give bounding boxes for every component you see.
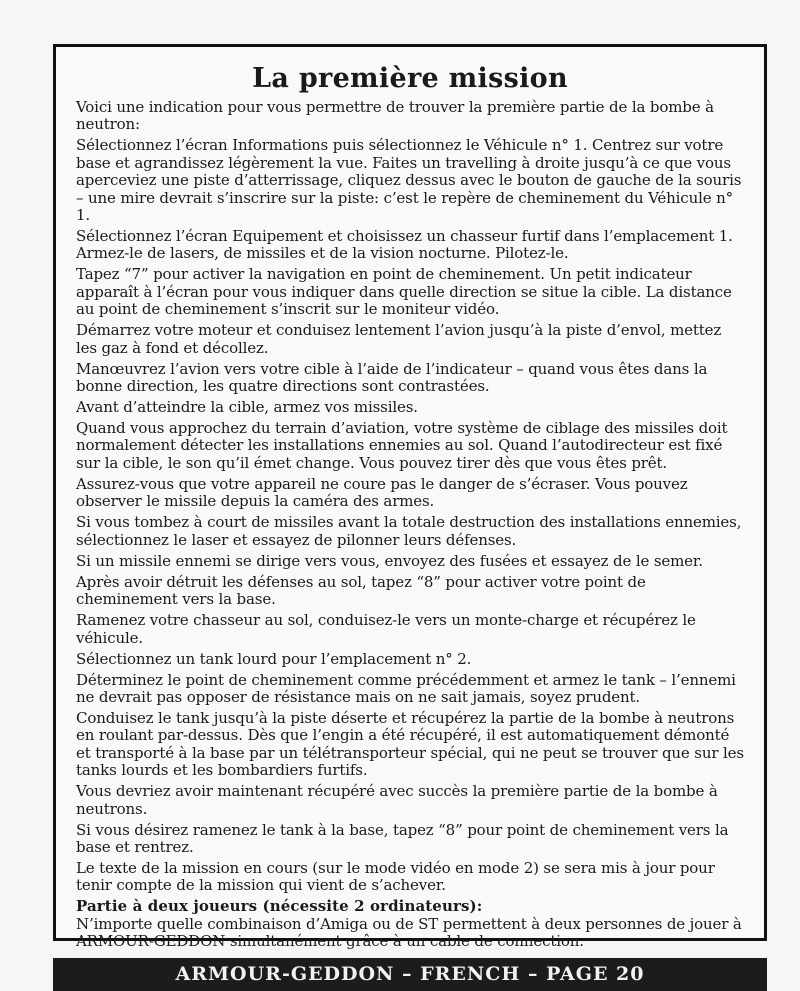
paragraph-step-7: Quand vous approchez du terrain d’aviation, votre système de ciblage des missiles doit normalement détecter les installations ennemies au sol. Quand l’autodirecteur est fixé sur la cible, le son qu’il émet change. Vous pouvez tirer dès que vous êtes prêt.: [76, 419, 728, 472]
paragraph-step-6: Avant d’atteindre la cible, armez vos missiles.: [76, 398, 418, 417]
paragraph-step-5: Manœuvrez l’avion vers votre cible à l’aide de l’indicateur – quand vous êtes dans la bonne direction, les quatre directions sont contrastées.: [76, 359, 708, 396]
paragraph-step-10: Si un missile ennemi se dirige vers vous, envoyez des fusées et essayez de le semer.: [76, 551, 703, 570]
paragraph-step-12: Ramenez votre chasseur au sol, conduisez-le vers un monte-charge et récupérez le véhicule.: [76, 611, 696, 647]
paragraph-step-9: Si vous tombez à court de missiles avant la totale destruction des installations ennemies, sélectionnez le laser et essayez de pilonner leurs défenses.: [76, 513, 742, 549]
paragraph-step-18: Le texte de la mission en cours (sur le mode vidéo en mode 2) se sera mis à jour pour tenir compte de la mission qui vient de s’achever.: [76, 858, 715, 895]
paragraph-intro: Voici une indication pour vous permettre de trouver la première partie de la bombe à neutron:: [76, 98, 714, 134]
page-footer: ARMOUR-GEDDON – FRENCH – PAGE 20: [53, 958, 767, 991]
paragraph-step-11: Après avoir détruit les défenses au sol, tapez “8” pour activer votre point de cheminement vers la base.: [76, 572, 646, 609]
paragraph-step-13: Sélectionnez un tank lourd pour l’emplacement n° 2.: [76, 649, 472, 668]
paragraph-step-17: Si vous désirez ramenez le tank à la base, tapez “8” pour point de cheminement vers la base et rentrez.: [76, 820, 729, 856]
section-heading-two-players: Partie à deux joueurs (nécessite 2 ordinateurs):: [76, 897, 483, 916]
paragraph-two-players: N’importe quelle combinaison d’Amiga ou de ST permettent à deux personnes de jouer à ARMOUR-GEDDON simultanément grâce à un cable de connection.: [76, 914, 742, 951]
paragraph-step-4: Démarrez votre moteur et conduisez lentement l’avion jusqu’à la piste d’envol, mettez les gaz à fond et décollez.: [76, 321, 722, 357]
paragraph-step-15: Conduisez le tank jusqu’à la piste déserte et récupérez la partie de la bombe à neutrons en roulant par-dessus. Dès que l’engin a été récupéré, il est automatiquement démonté et transporté à la base par un télétransporteur spécial, qui ne peut se trouver que sur les tanks lourds et les bombardiers furtifs.: [76, 708, 744, 780]
paragraph-step-3: Tapez “7” pour activer la navigation en point de cheminement. Un petit indicateur apparaît à l’écran pour vous indiquer dans quelle direction se situe la cible. La distance au point de cheminement s’inscrit sur le moniteur vidéo.: [76, 265, 732, 319]
paragraph-step-2: Sélectionnez l’écran Equipement et choisissez un chasseur furtif dans l’emplacement 1. Armez-le de lasers, de missiles et de la vision nocturne. Pilotez-le.: [76, 227, 733, 263]
page-title: La première mission: [252, 63, 568, 94]
paragraph-step-14: Déterminez le point de cheminement comme précédemment et armez le tank – l’ennemi ne devrait pas opposer de résistance mais on ne sait jamais, soyez prudent.: [76, 670, 736, 706]
paragraph-step-8: Assurez-vous que votre appareil ne coure pas le danger de s’écraser. Vous pouvez observer le missile depuis la caméra des armes.: [76, 474, 688, 511]
paragraph-step-16: Vous devriez avoir maintenant récupéré avec succès la première partie de la bombe à neutrons.: [76, 782, 718, 818]
content-frame: [53, 44, 767, 951]
paragraph-step-1: Sélectionnez l’écran Informations puis sélectionnez le Véhicule n° 1. Centrez sur votre base et agrandissez légèrement la vue. Faites un travelling à droite jusqu’à ce que vous aperceviez une piste d’atterrissage, cliquez dessus avec le bouton de gauche de la souris – une mire devrait s’inscrire sur la piste: c’est le repère de cheminement du Véhicule n° 1.: [76, 136, 742, 225]
